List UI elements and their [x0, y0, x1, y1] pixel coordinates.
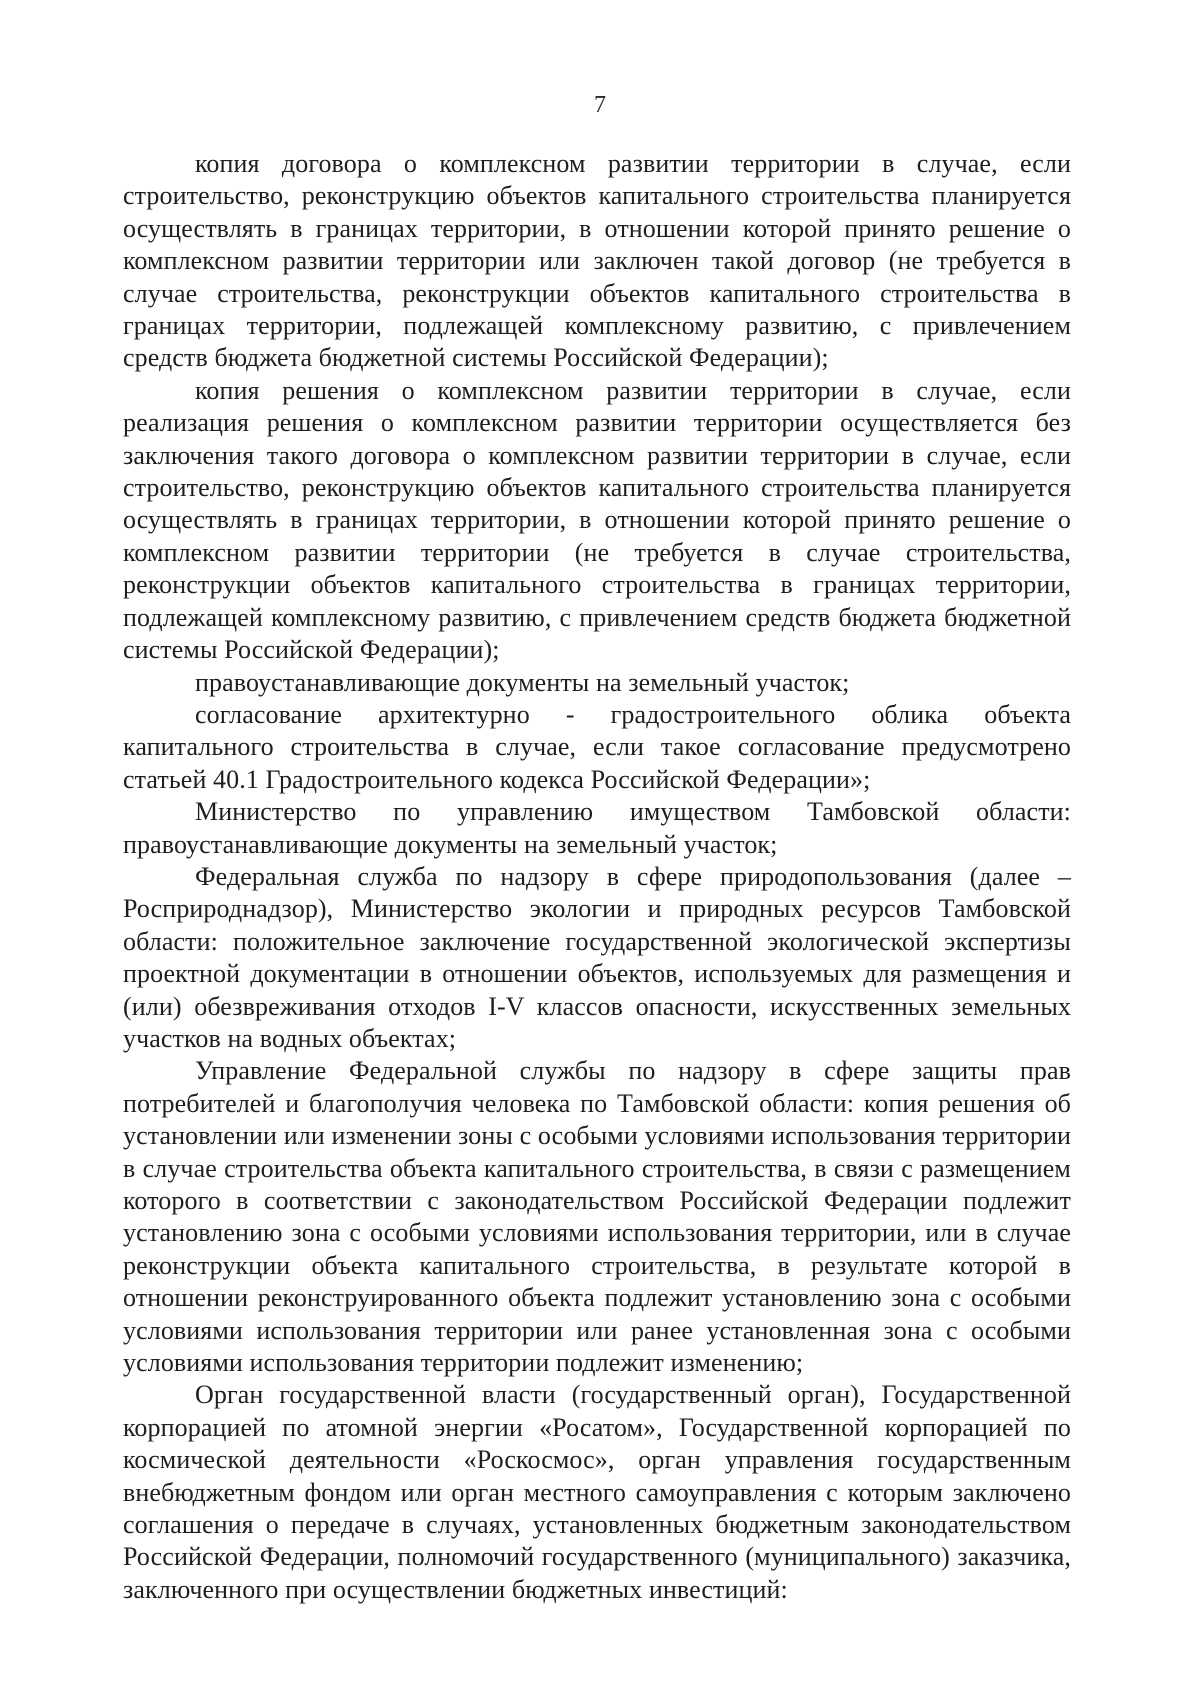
paragraph-1: копия договора о комплексном развитии территории в случае, если строительство, реконструкцию объектов капитального строительства планируется осуществлять в границах территории, в отношении которой принято решение о комплексном развитии территории или заключен такой договор (не требуется в случае строительства, реконструкции объектов капитального строительства в границах территории, подлежащей комплексному развитию, с привлечением средств бюджета бюджетной системы Российской Федерации); [123, 149, 1071, 373]
paragraph-8: Орган государственной власти (государственный орган), Государственной корпорацией по атомной энергии «Росатом», Государственной корпорацией по космической деятельности «Роскосмос», орган управления государственным внебюджетным фондом или орган местного самоуправления с которым заключено соглашения о передаче в случаях, установленных бюджетным законодательством Российской Федерации, полномочий государственного (муниципального) заказчика, заключенного при осуществлении бюджетных инвестиций: [123, 1380, 1071, 1604]
page-number: 7 [594, 92, 606, 118]
document-body [123, 148, 1071, 1606]
paragraph-5: Министерство по управлению имуществом Тамбовской области: правоустанавливающие документы на земельный участок; [123, 797, 1071, 859]
paragraph-7: Управление Федеральной службы по надзору в сфере защиты прав потребителей и благополучия человека по Тамбовской области: копия решения об установлении или изменении зоны с особыми условиями использования территории в случае строительства объекта капитального строительства, в связи с размещением которого в соответствии с законодательством Российской Федерации подлежит установлению зона с особыми условиями использования территории, или в случае реконструкции объекта капитального строительства, в результате которой в отношении реконструированного объекта подлежит установлению зона с особыми условиями использования территории или ранее установленная зона с особыми условиями использования территории подлежит изменению; [123, 1056, 1071, 1378]
paragraph-6: Федеральная служба по надзору в сфере природопользования (далее – Росприроднадзор), Министерство экологии и природных ресурсов Тамбовской области: положительное заключение государственной экологической экспертизы проектной документации в отношении объектов, используемых для размещения и (или) обезвреживания отходов I-V классов опасности, искусственных земельных участков на водных объектах; [123, 861, 1071, 1053]
paragraph-2: копия решения о комплексном развитии территории в случае, если реализация решения о комплексном развитии территории осуществляется без заключения такого договора о комплексном развитии территории в случае, если строительство, реконструкцию объектов капитального строительства планируется осуществлять в границах территории, в отношении которой принято решение о комплексном развитии территории (не требуется в случае строительства, реконструкции объектов капитального строительства в границах территории, подлежащей комплексному развитию, с привлечением средств бюджета бюджетной системы Российской Федерации); [123, 375, 1071, 665]
paragraph-3: правоустанавливающие документы на земельный участок; [195, 667, 850, 697]
paragraph-4: согласование архитектурно - градостроительного облика объекта капитального строительства в случае, если такое согласование предусмотрено статьей 40.1 Градостроительного кодекса Российской Федерации»; [123, 699, 1071, 794]
